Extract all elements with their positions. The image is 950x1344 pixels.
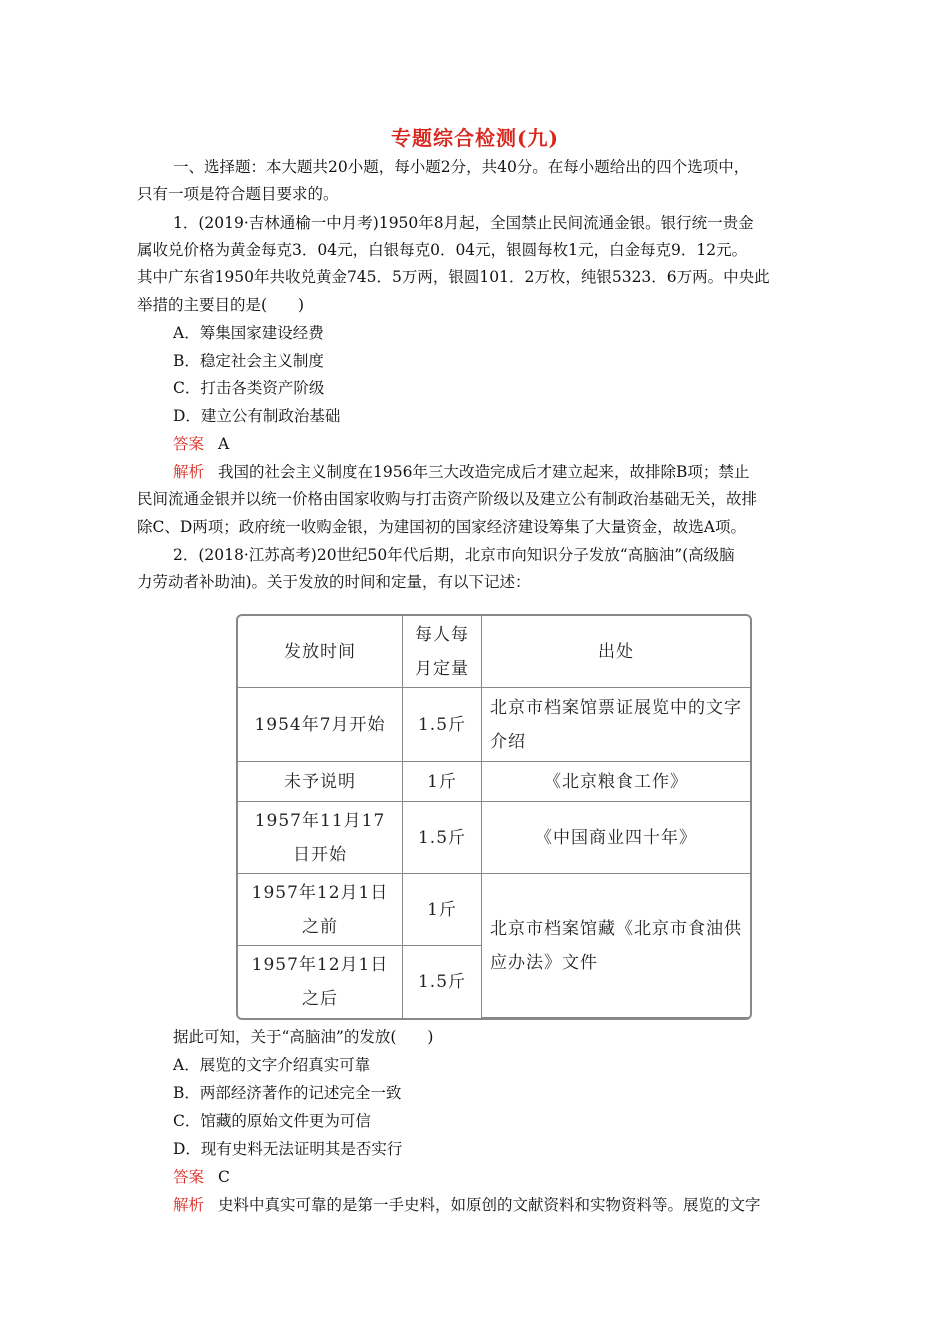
answer-value: C: [218, 1168, 230, 1186]
table-cell: 1.5斤: [403, 688, 482, 762]
table-cell: 1.5斤: [403, 802, 482, 874]
analysis-label: 解析: [173, 463, 205, 481]
question-2-option-a: A．展览的文字介绍真实可靠: [173, 1056, 371, 1074]
analysis-label: 解析: [173, 1196, 205, 1214]
table-cell: 未予说明: [238, 762, 403, 802]
question-2-text: 力劳动者补助油)。关于发放的时间和定量，有以下记述：: [137, 573, 531, 591]
table-row: [238, 688, 750, 762]
analysis-text: 史料中真实可靠的是第一手史料，如原创的文献资料和实物资料等。展览的文字: [218, 1196, 761, 1214]
question-1-answer: [173, 434, 853, 454]
question-1-analysis: [173, 462, 853, 482]
table-cell: 北京市档案馆票证展览中的文字介绍: [482, 688, 750, 762]
table-cell: 1957年12月1日之前: [238, 874, 403, 946]
table-row: [238, 802, 750, 874]
question-1-analysis: 民间流通金银并以统一价格由国家收购与打击资产阶级以及建立公有制政治基础无关，故排: [137, 490, 758, 508]
question-1-option-a: A．筹集国家建设经费: [173, 324, 324, 342]
question-2-analysis: [173, 1195, 853, 1215]
table-header-cell: 出处: [482, 616, 750, 688]
table-cell: 《北京粮食工作》: [482, 762, 750, 802]
table-cell: 北京市档案馆藏《北京市食油供应办法》文件: [482, 874, 750, 1018]
question-1-text: 其中广东省1950年共收兑黄金745．5万两，银圆101．2万枚，纯银5323．6万两。中央此: [137, 268, 770, 286]
table-row: [238, 762, 750, 802]
table-cell: 1斤: [403, 874, 482, 946]
question-1-analysis: 除C、D两项；政府统一收购金银，为建国初的国家经济建设筹集了大量资金，故选A项。: [137, 518, 746, 536]
section-intro: 只有一项是符合题目要求的。: [137, 185, 339, 203]
section-intro: 一、选择题：本大题共20小题，每小题2分，共40分。在每小题给出的四个选项中，: [173, 158, 750, 176]
table-header-cell: 每人每月定量: [403, 616, 482, 688]
table-cell: 《中国商业四十年》: [482, 802, 750, 874]
table-header-cell: 发放时间: [238, 616, 403, 688]
answer-value: A: [218, 435, 230, 453]
table-row: [238, 874, 750, 946]
table-cell: 1957年12月1日之后: [238, 946, 403, 1018]
answer-label: 答案: [173, 435, 205, 453]
question-1-text: 1．(2019·吉林通榆一中月考)1950年8月起，全国禁止民间流通金银。银行统一贵金: [173, 214, 754, 232]
table-cell: 1.5斤: [403, 946, 482, 1018]
question-2-option-c: C．馆藏的原始文件更为可信: [173, 1112, 371, 1130]
table-header-row: [238, 616, 750, 688]
table-cell: 1954年7月开始: [238, 688, 403, 762]
question-1-text: 举措的主要目的是( ): [137, 296, 305, 314]
answer-label: 答案: [173, 1168, 205, 1186]
analysis-text: 我国的社会主义制度在1956年三大改造完成后才建立起来，故排除B项；禁止: [218, 463, 750, 481]
question-1-option-d: D．建立公有制政治基础: [173, 407, 341, 425]
distribution-table: [236, 614, 752, 1020]
question-2-answer: [173, 1167, 853, 1187]
question-2-option-d: D．现有史料无法证明其是否实行: [173, 1140, 403, 1158]
question-2-option-b: B．两部经济著作的记述完全一致: [173, 1084, 402, 1102]
table-cell: 1957年11月17日开始: [238, 802, 403, 874]
question-1-option-c: C．打击各类资产阶级: [173, 379, 325, 397]
table-cell: 1斤: [403, 762, 482, 802]
page-title: 专题综合检测(九): [391, 126, 559, 150]
question-1-text: 属收兑价格为黄金每克3．04元，白银每克0．04元，银圆每枚1元，白金每克9．12元。: [137, 241, 748, 259]
question-1-option-b: B．稳定社会主义制度: [173, 352, 324, 370]
question-2-text: 2．(2018·江苏高考)20世纪50年代后期，北京市向知识分子发放“高脑油”(高级脑: [173, 546, 735, 564]
question-2-stem: 据此可知，关于“高脑油”的发放( ): [173, 1028, 434, 1046]
